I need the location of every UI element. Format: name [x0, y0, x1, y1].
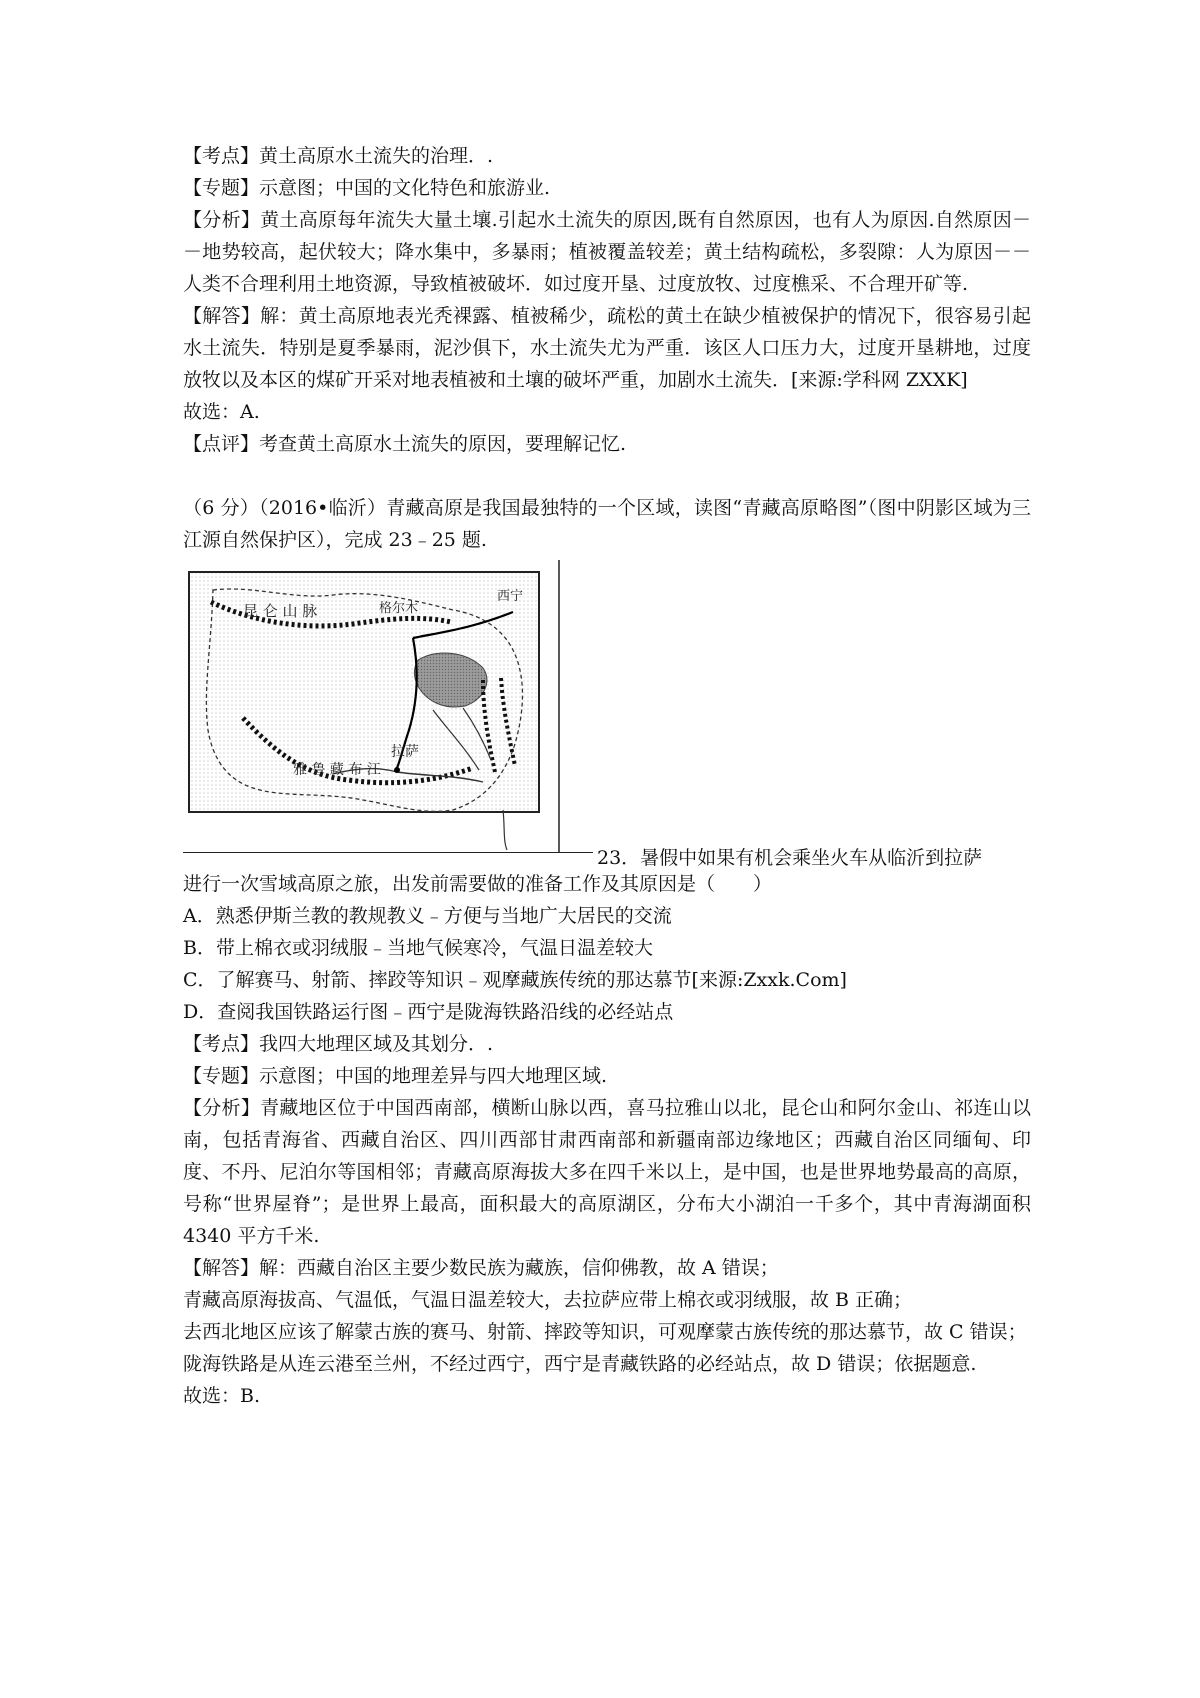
answer-2: 故选：B.	[183, 1385, 261, 1407]
jieda-2-line-4: 陇海铁路是从连云港至兰州，不经过西宁，西宁是青藏铁路的必经站点，故 D 错误；依据题意.	[183, 1353, 977, 1375]
figure-row	[183, 560, 1031, 868]
option-a: A．熟悉伊斯兰教的教规教义﹣方便与当地广大居民的交流	[183, 905, 672, 927]
question-23-rest: 进行一次雪域高原之旅，出发前需要做的准备工作及其原因是（ ）	[183, 873, 773, 895]
label-xining: 西宁	[497, 589, 524, 604]
jieda-2-line-1: 【解答】解：西藏自治区主要少数民族为藏族，信仰佛教，故 A 错误；	[183, 1257, 779, 1279]
question-intro: （6 分）（2016•临沂）青藏高原是我国最独特的一个区域，读图“青藏高原略图”（图中阴影区域为三江源自然保护区），完成 23﹣25 题.	[183, 497, 1031, 551]
label-lasa: 拉萨	[391, 744, 419, 760]
label-yarlung: 雅 鲁 藏 布 江	[293, 762, 381, 778]
spacer	[183, 460, 1031, 492]
jieda-1: 【解答】解：黄土高原地表光秃裸露、植被稀少，疏松的黄土在缺少植被保护的情况下，很容易引起水土流失．特别是夏季暴雨，泥沙俱下，水土流失尤为严重．该区人口压力大，过度开垦耕地，过度放牧以及本区的煤矿开采对地表植被和土壤的破坏严重，加剧水土流失．[来源:学科网 ZXXK]	[183, 305, 1031, 391]
fenxi-1: 【分析】黄土高原每年流失大量土壤.引起水土流失的原因,既有自然原因，也有人为原因.自然原因－－地势较高，起伏较大；降水集中，多暴雨；植被覆盖较差；黄土结构疏松，多裂隙：人为原因－－人类不合理利用土地资源，导致植被破坏．如过度开垦、过度放牧、过度樵采、不合理开矿等.	[183, 209, 1031, 295]
document-body	[183, 140, 1031, 1412]
figure-baseline	[183, 852, 593, 853]
option-c: C．了解赛马、射箭、摔跤等知识﹣观摩藏族传统的那达慕节[来源:Zxxk.Com]	[183, 969, 847, 991]
kaodian-2: 【考点】我四大地理区域及其划分．.	[183, 1033, 494, 1055]
lasa-marker	[394, 767, 400, 773]
option-d: D．查阅我国铁路运行图﹣西宁是陇海铁路沿线的必经站点	[183, 1001, 674, 1023]
label-geermu: 格尔木	[379, 601, 419, 616]
qinghai-tibet-map	[183, 560, 593, 852]
question-23-start: 23．暑假中如果有机会乘坐火车从临沂到拉萨	[597, 847, 983, 869]
kaodian-1: 【考点】黄土高原水土流失的治理．.	[183, 145, 494, 167]
jieda-2-line-2: 青藏高原海拔高、气温低，气温日温差较大，去拉萨应带上棉衣或羽绒服，故 B 正确；	[183, 1289, 913, 1311]
zhuanti-2: 【专题】示意图；中国的地理差异与四大地理区域.	[183, 1065, 608, 1087]
dianping-1: 【点评】考查黄土高原水土流失的原因，要理解记忆.	[183, 433, 627, 455]
fenxi-2: 【分析】青藏地区位于中国西南部，横断山脉以西，喜马拉雅山以北，昆仑山和阿尔金山、祁连山以南，包括青海省、西藏自治区、四川西部甘肃西南部和新疆南部边缘地区；西藏自治区同缅甸、印度、不丹、尼泊尔等国相邻；青藏高原海拔大多在四千米以上，是中国，也是世界地势最高的高原，号称“世界屋脊”；是世界上最高，面积最大的高原湖区，分布大小湖泊一千多个，其中青海湖面积 4340 平方千米.	[183, 1097, 1031, 1247]
label-kunlun: 昆 仑 山 脉	[243, 602, 318, 620]
answer-1: 故选：A.	[183, 401, 260, 423]
option-b: B．带上棉衣或羽绒服﹣当地气候寒冷，气温日温差较大	[183, 937, 653, 959]
zhuanti-1: 【专题】示意图；中国的文化特色和旅游业.	[183, 177, 551, 199]
jieda-2-line-3: 去西北地区应该了解蒙古族的赛马、射箭、摔跤等知识，可观摩蒙古族传统的那达慕节，故 C 错误；	[183, 1321, 1027, 1343]
